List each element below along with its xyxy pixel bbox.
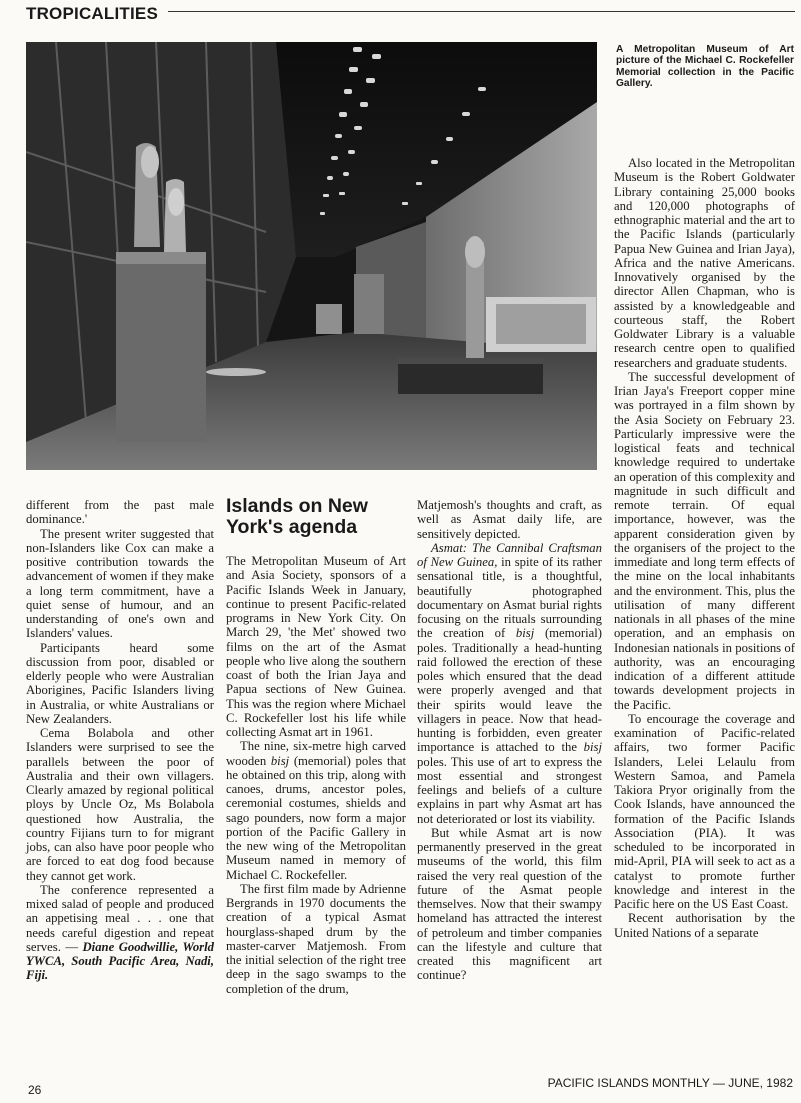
paragraph: The successful development of Irian Jaya's Freeport copper mine was portrayed in a film shown by the Asia Society on February 23. Particularly impressive were the logistical feats and technical knowledge required to undertake an operation of this complexity and magnitude in such difficult and remote terrain. Of equal importance, however, was the apparent consideration given by the organisers of the project to the immediate and long term effects of the mine on the local inhabitants and the environment. This, plus the utilisation of many different nationals in all phases of the mine operation, and an emphasis on Indonesian nationals in positions of authority, was an encouraging indication of a different attitude towards development projects in the Pacific. <box>614 369 795 712</box>
museum-gallery-photo <box>26 42 597 470</box>
paragraph-text: The conference represented a mixed salad of people and produced an appetising meal . . . one that needs careful digestion and repeat serves. — <box>26 882 214 954</box>
film-title: Asmat: The Cannibal Craftsman of New Guinea, <box>417 540 602 569</box>
header-rule <box>168 11 795 12</box>
paragraph: Cema Bolabola and other Islanders were surprised to see the parallels between the poor of Australia and their own villagers. Clearly amazed by regional political ploys by Uncle Oz, Ms Bolabola questioned how Australia, the country Fijians turn to for migrant jobs, can also have poor people who are forced to eat dog food because they cannot get work. <box>26 726 214 883</box>
paragraph-text: The nine, six-metre high carved wooden <box>226 739 406 768</box>
author-signature: Diane Goodwillie, World YWCA, South Pacific Area, Nadi, Fiji. <box>26 939 214 983</box>
paragraph <box>226 739 406 882</box>
italic-term: bisj <box>583 740 602 755</box>
paragraph: Participants heard some discussion from poor, disabled or elderly people who were Australian Aborigines, Pacific Islanders living in Australia, or white Australians or New Zealanders. <box>26 640 214 726</box>
paragraph: To encourage the coverage and examination of Pacific-related affairs, two former Pacific Islanders, Lelei Lelaulu from Western Samoa, and Pamela Takiora Pryor originally from the Cook Islands, have announced the formation of the Pacific Islands Association (PIA). It was scheduled to be incorporated in mid-April, PIA will seek to act as a catalyst to promote further knowledge and interest in the Pacific here on the US East Coast. <box>614 711 795 911</box>
paragraph: The Metropolitan Museum of Art and Asia Society, sponsors of a Pacific Islands Week in January, continue to present Pacific-related programs in New York City. On March 29, 'the Met' showed two films on the art of the Asmat people who live along the southern coast of both the Irian Jaya and Papua sections of New Guinea. This was the region where Michael C. Rockefeller lost his life while collecting Asmat art in 1961. <box>226 554 406 739</box>
paragraph <box>417 541 602 826</box>
paragraph: The first film made by Adrienne Bergrands in 1970 documents the creation of a typical Asmat hourglass-shaped drum by the master-carver Matjemosh. From the initial selection of the right tree deep in the sago swamps to the completion of the drum, <box>226 881 406 996</box>
paragraph: Matjemosh's thoughts and craft, as well as Asmat daily life, are sensitively depicted. <box>417 498 602 541</box>
paragraph: Recent authorisation by the United Nations of a separate <box>614 911 795 940</box>
paragraph: The present writer suggested that non-Islanders like Cox can make a positive contribution towards the advancement of women if they make a long term commitment, have a quiet sense of humour, and an understanding of one's own and Islanders' values. <box>26 526 214 641</box>
column-1 <box>26 498 214 983</box>
running-footer: PACIFIC ISLANDS MONTHLY — JUNE, 1982 <box>547 1076 793 1090</box>
photo-caption: A Metropolitan Museum of Art picture of the Michael C. Rockefeller Memorial collection in the Pacific Gallery. <box>616 44 794 90</box>
paragraph-text: (memorial) poles. Traditionally a head-hunting raid followed the erection of these poles which ensured that the dead were properly avenged and that their spirits would leave the villagers in peace. Now that head-hunting is forbidden, even greater importance is attached to the <box>417 626 603 755</box>
article-headline: Islands on New York's agenda <box>226 495 368 538</box>
italic-term: bisj <box>515 626 535 641</box>
paragraph: different from the past male dominance.' <box>26 498 214 527</box>
paragraph: But while Asmat art is now permanently preserved in the great museums of the world, this film raised the very real question of the future of the Asmat people themselves. Now that their swampy homeland has attracted the interest of petroleum and timber companies can the lifestyle and culture that created this magnificent art continue? <box>417 825 602 983</box>
paragraph-text: poles. This use of art to express the most essential and strongest feelings and beliefs of a culture explains in part why Asmat art has not deteriorated or lost its viability. <box>417 754 602 826</box>
italic-term: bisj <box>270 753 290 768</box>
paragraph <box>26 883 214 983</box>
column-2 <box>226 554 406 996</box>
paragraph-text: (memorial) poles that he obtained on this trip, along with canoes, drums, ancestor poles, ceremonial costumes, shields and sago pounders, now form a major portion of the Pacific Gallery in the new wing of the Metropolitan Museum named in memory of Michael C. Rockefeller. <box>226 753 407 882</box>
paragraph-text: in spite of its rather sensational title, is a thoughtful, beautifully photographed documentary on Asmat burial rights focusing on the rituals surrounding the creation of <box>417 555 603 641</box>
page-number: 26 <box>28 1083 42 1097</box>
column-3 <box>417 498 602 983</box>
column-4 <box>614 156 795 940</box>
section-label: TROPICALITIES <box>26 4 158 23</box>
paragraph: Also located in the Metropolitan Museum is the Robert Goldwater Library containing 25,000 books and 120,000 photographs of ethnographic material and the art to the Pacific Islands (particularly Papua New Guinea and Irian Jaya), Africa and the native Americans. Innovatively organised by the director Allen Chapman, who is assisted by a knowledgeable and courteous staff, the Robert Goldwater Library is a valuable research centre open to qualified researchers and graduate students. <box>614 156 795 370</box>
